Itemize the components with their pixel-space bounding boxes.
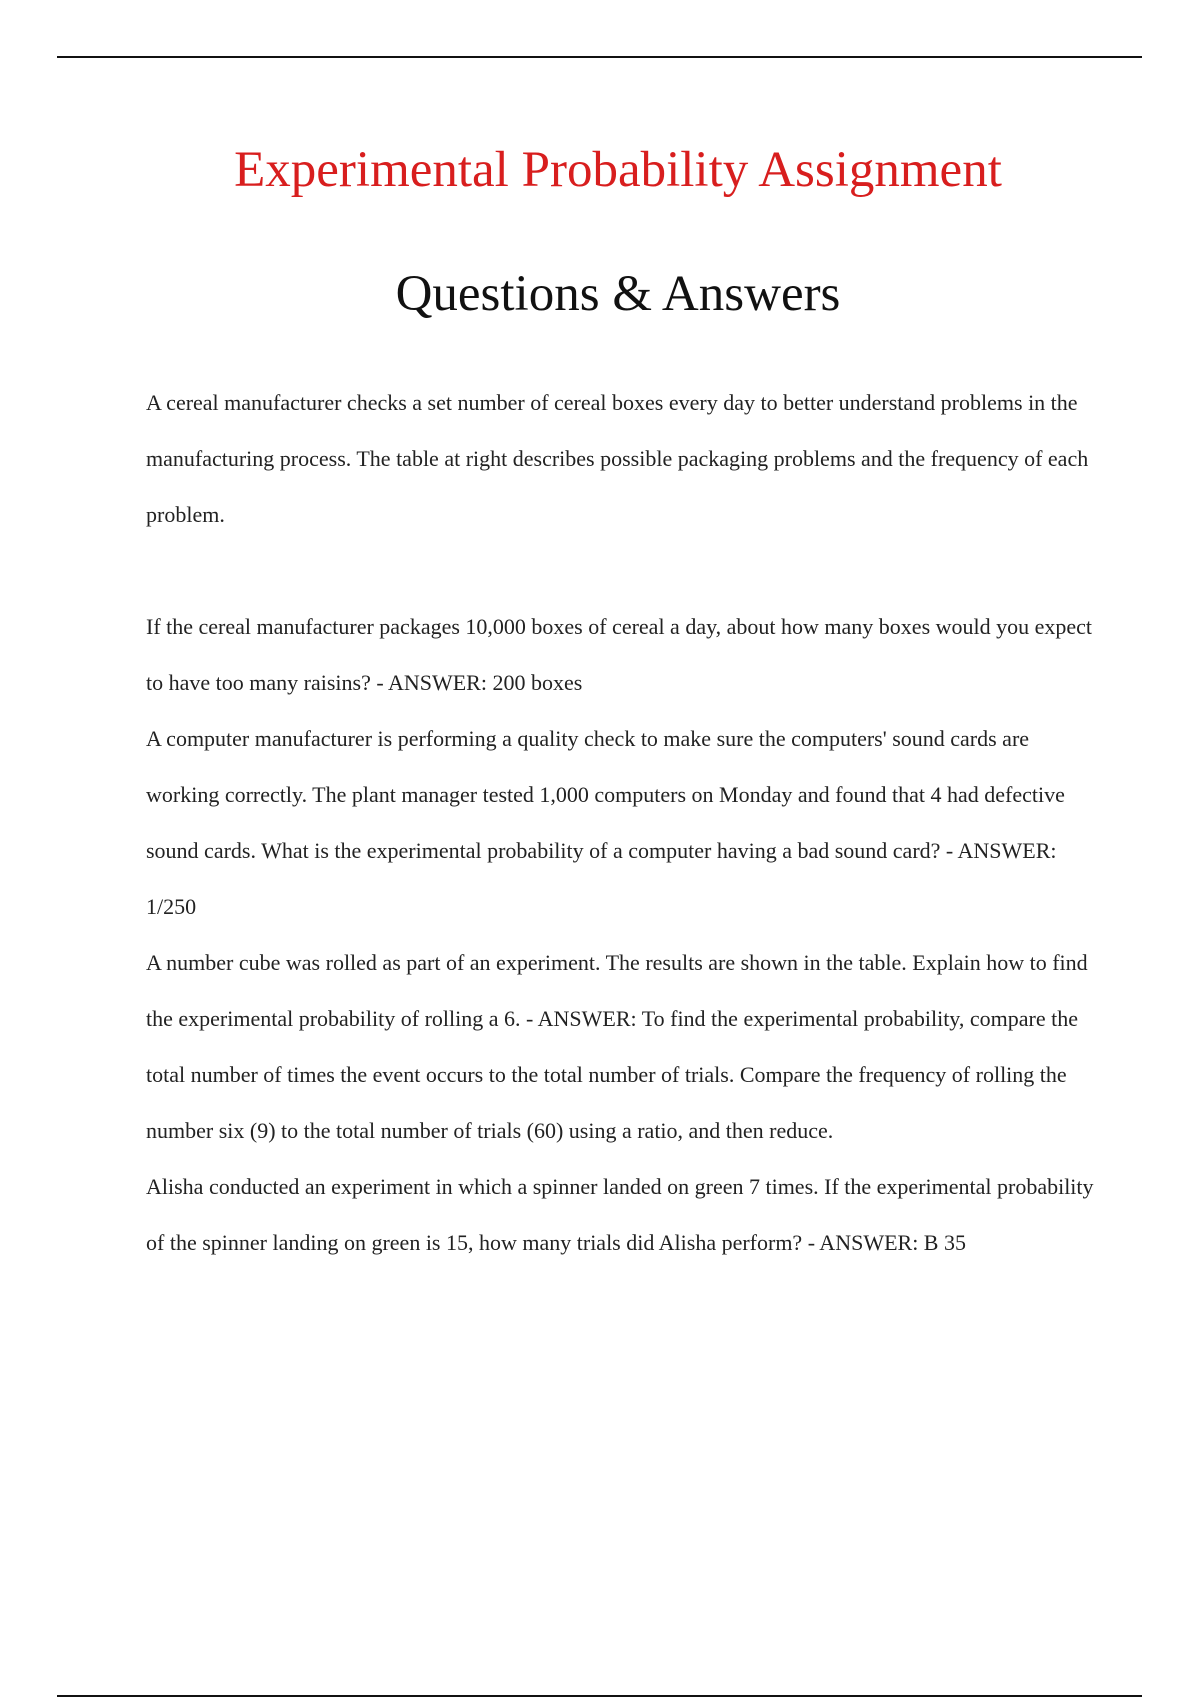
qa-paragraph-2: A computer manufacturer is performing a quality check to make sure the computers' sound cards are working correctly. The plant manager tested 1,000 computers on Monday and found that 4 had defective sound cards. What is the experimental probability of a computer having a bad sound card? - ANSWER: 1/250: [146, 726, 1065, 919]
qa-paragraph-3: A number cube was rolled as part of an experiment. The results are shown in the table. Explain how to find the experimental probability of rolling a 6. - ANSWER: To find the experimental probability, compare the total number of times the event occurs to the total number of trials. Compare the frequency of rolling the number six (9) to the total number of trials (60) using a ratio, and then reduce.: [146, 950, 1088, 1143]
document-title: Experimental Probability Assignment: [234, 142, 1002, 198]
qa-paragraph-4: Alisha conducted an experiment in which a spinner landed on green 7 times. If the experimental probability of the spinner landing on green is 15, how many trials did Alisha perform? - ANSWER: B 35: [146, 1174, 1094, 1255]
top-rule: [57, 56, 1142, 58]
intro-paragraph: A cereal manufacturer checks a set number of cereal boxes every day to better understand problems in the manufacturing process. The table at right describes possible packaging problems and the frequency of each problem.: [146, 390, 1089, 527]
document-body: [146, 375, 1096, 1271]
qa-paragraph-1: If the cereal manufacturer packages 10,000 boxes of cereal a day, about how many boxes would you expect to have too many raisins? - ANSWER: 200 boxes: [146, 614, 1093, 695]
bottom-rule: [57, 1695, 1142, 1697]
document-subtitle: Questions & Answers: [395, 266, 841, 322]
